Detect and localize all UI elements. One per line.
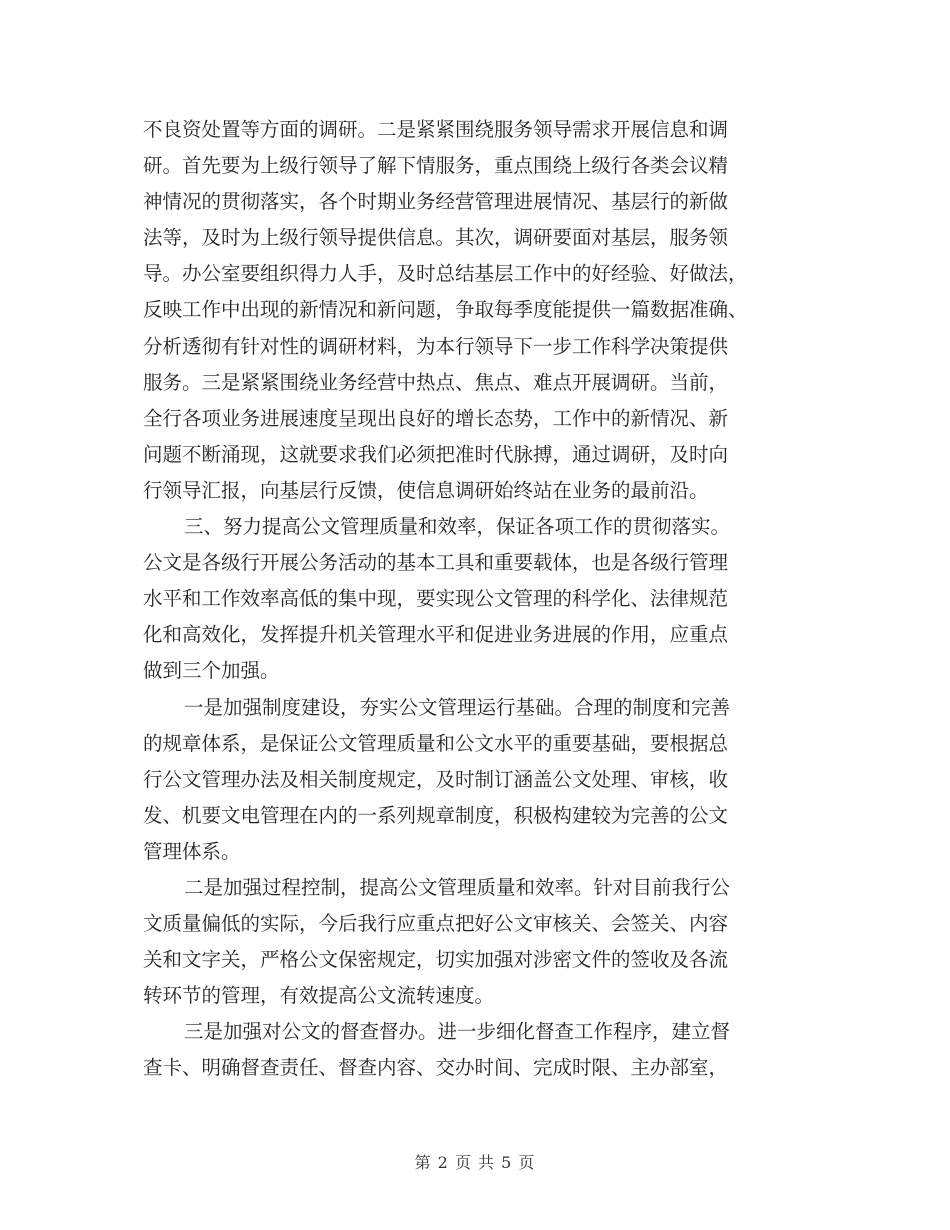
text-line: 化和高效化，发挥提升机关管理水平和促进业务进展的作用，应重点 <box>143 623 729 647</box>
text-line: 不良资处置等方面的调研。二是紧紧围绕服务领导需求开展信息和调 <box>143 118 729 141</box>
text-line: 神情况的贯彻落实，各个时期业务经营管理进展情况、基层行的新做 <box>143 190 729 214</box>
text-line: 研。首先要为上级行领导了解下情服务，重点围绕上级行各类会议精 <box>143 154 729 178</box>
text-line: 行领导汇报，向基层行反馈，使信息调研始终站在业务的最前沿。 <box>143 478 709 502</box>
text-line: 发、机要文电管理在内的一系列规章制度，积极构建较为完善的公文 <box>143 803 729 827</box>
text-line: 行公文管理办法及相关制度规定，及时制订涵盖公文处理、审核，收 <box>143 767 729 791</box>
text-line: 问题不断涌现，这就要求我们必须把准时代脉搏，通过调研，及时向 <box>143 442 729 466</box>
paragraph-start: 三是加强对公文的督查督办。进一步细化督查工作程序，建立督 <box>184 1020 731 1044</box>
text-line: 查卡、明确督查责任、督查内容、交办时间、完成时限、主办部室， <box>143 1056 729 1080</box>
text-line: 反映工作中出现的新情况和新问题，争取每季度能提供一篇数据准确、 <box>143 298 748 322</box>
paragraph-start: 二是加强过程控制，提高公文管理质量和效率。针对目前我行公 <box>184 875 731 899</box>
paragraph-start: 一是加强制度建设，夯实公文管理运行基础。合理的制度和完善 <box>184 695 731 719</box>
text-line: 做到三个加强。 <box>143 659 280 683</box>
text-line: 服务。三是紧紧围绕业务经营中热点、焦点、难点开展调研。当前， <box>143 370 729 394</box>
page-number-footer: 第 2 页 共 5 页 <box>414 1153 536 1172</box>
section-heading: 三、努力提高公文管理质量和效率，保证各项工作的贯彻落实。 <box>184 515 731 539</box>
text-line: 导。办公室要组织得力人手，及时总结基层工作中的好经验、好做法， <box>143 262 748 286</box>
text-line: 水平和工作效率高低的集中现，要实现公文管理的科学化、法律规范 <box>143 587 729 611</box>
text-line: 的规章体系，是保证公文管理质量和公文水平的重要基础，要根据总 <box>143 731 729 755</box>
text-line: 关和文字关，严格公文保密规定，切实加强对涉密文件的签收及各流 <box>143 948 729 972</box>
text-line: 公文是各级行开展公务活动的基本工具和重要载体，也是各级行管理 <box>143 551 729 575</box>
document-body <box>143 112 803 1087</box>
text-line: 转环节的管理，有效提高公文流转速度。 <box>143 984 495 1008</box>
text-line: 文质量偏低的实际，今后我行应重点把好公文审核关、会签关、内容 <box>143 912 729 936</box>
text-line: 全行各项业务进展速度呈现出良好的增长态势，工作中的新情况、新 <box>143 406 729 430</box>
text-line: 管理体系。 <box>143 839 241 863</box>
text-line: 分析透彻有针对性的调研材料，为本行领导下一步工作科学决策提供 <box>143 334 729 358</box>
text-line: 法等，及时为上级行领导提供信息。其次，调研要面对基层，服务领 <box>143 226 729 250</box>
